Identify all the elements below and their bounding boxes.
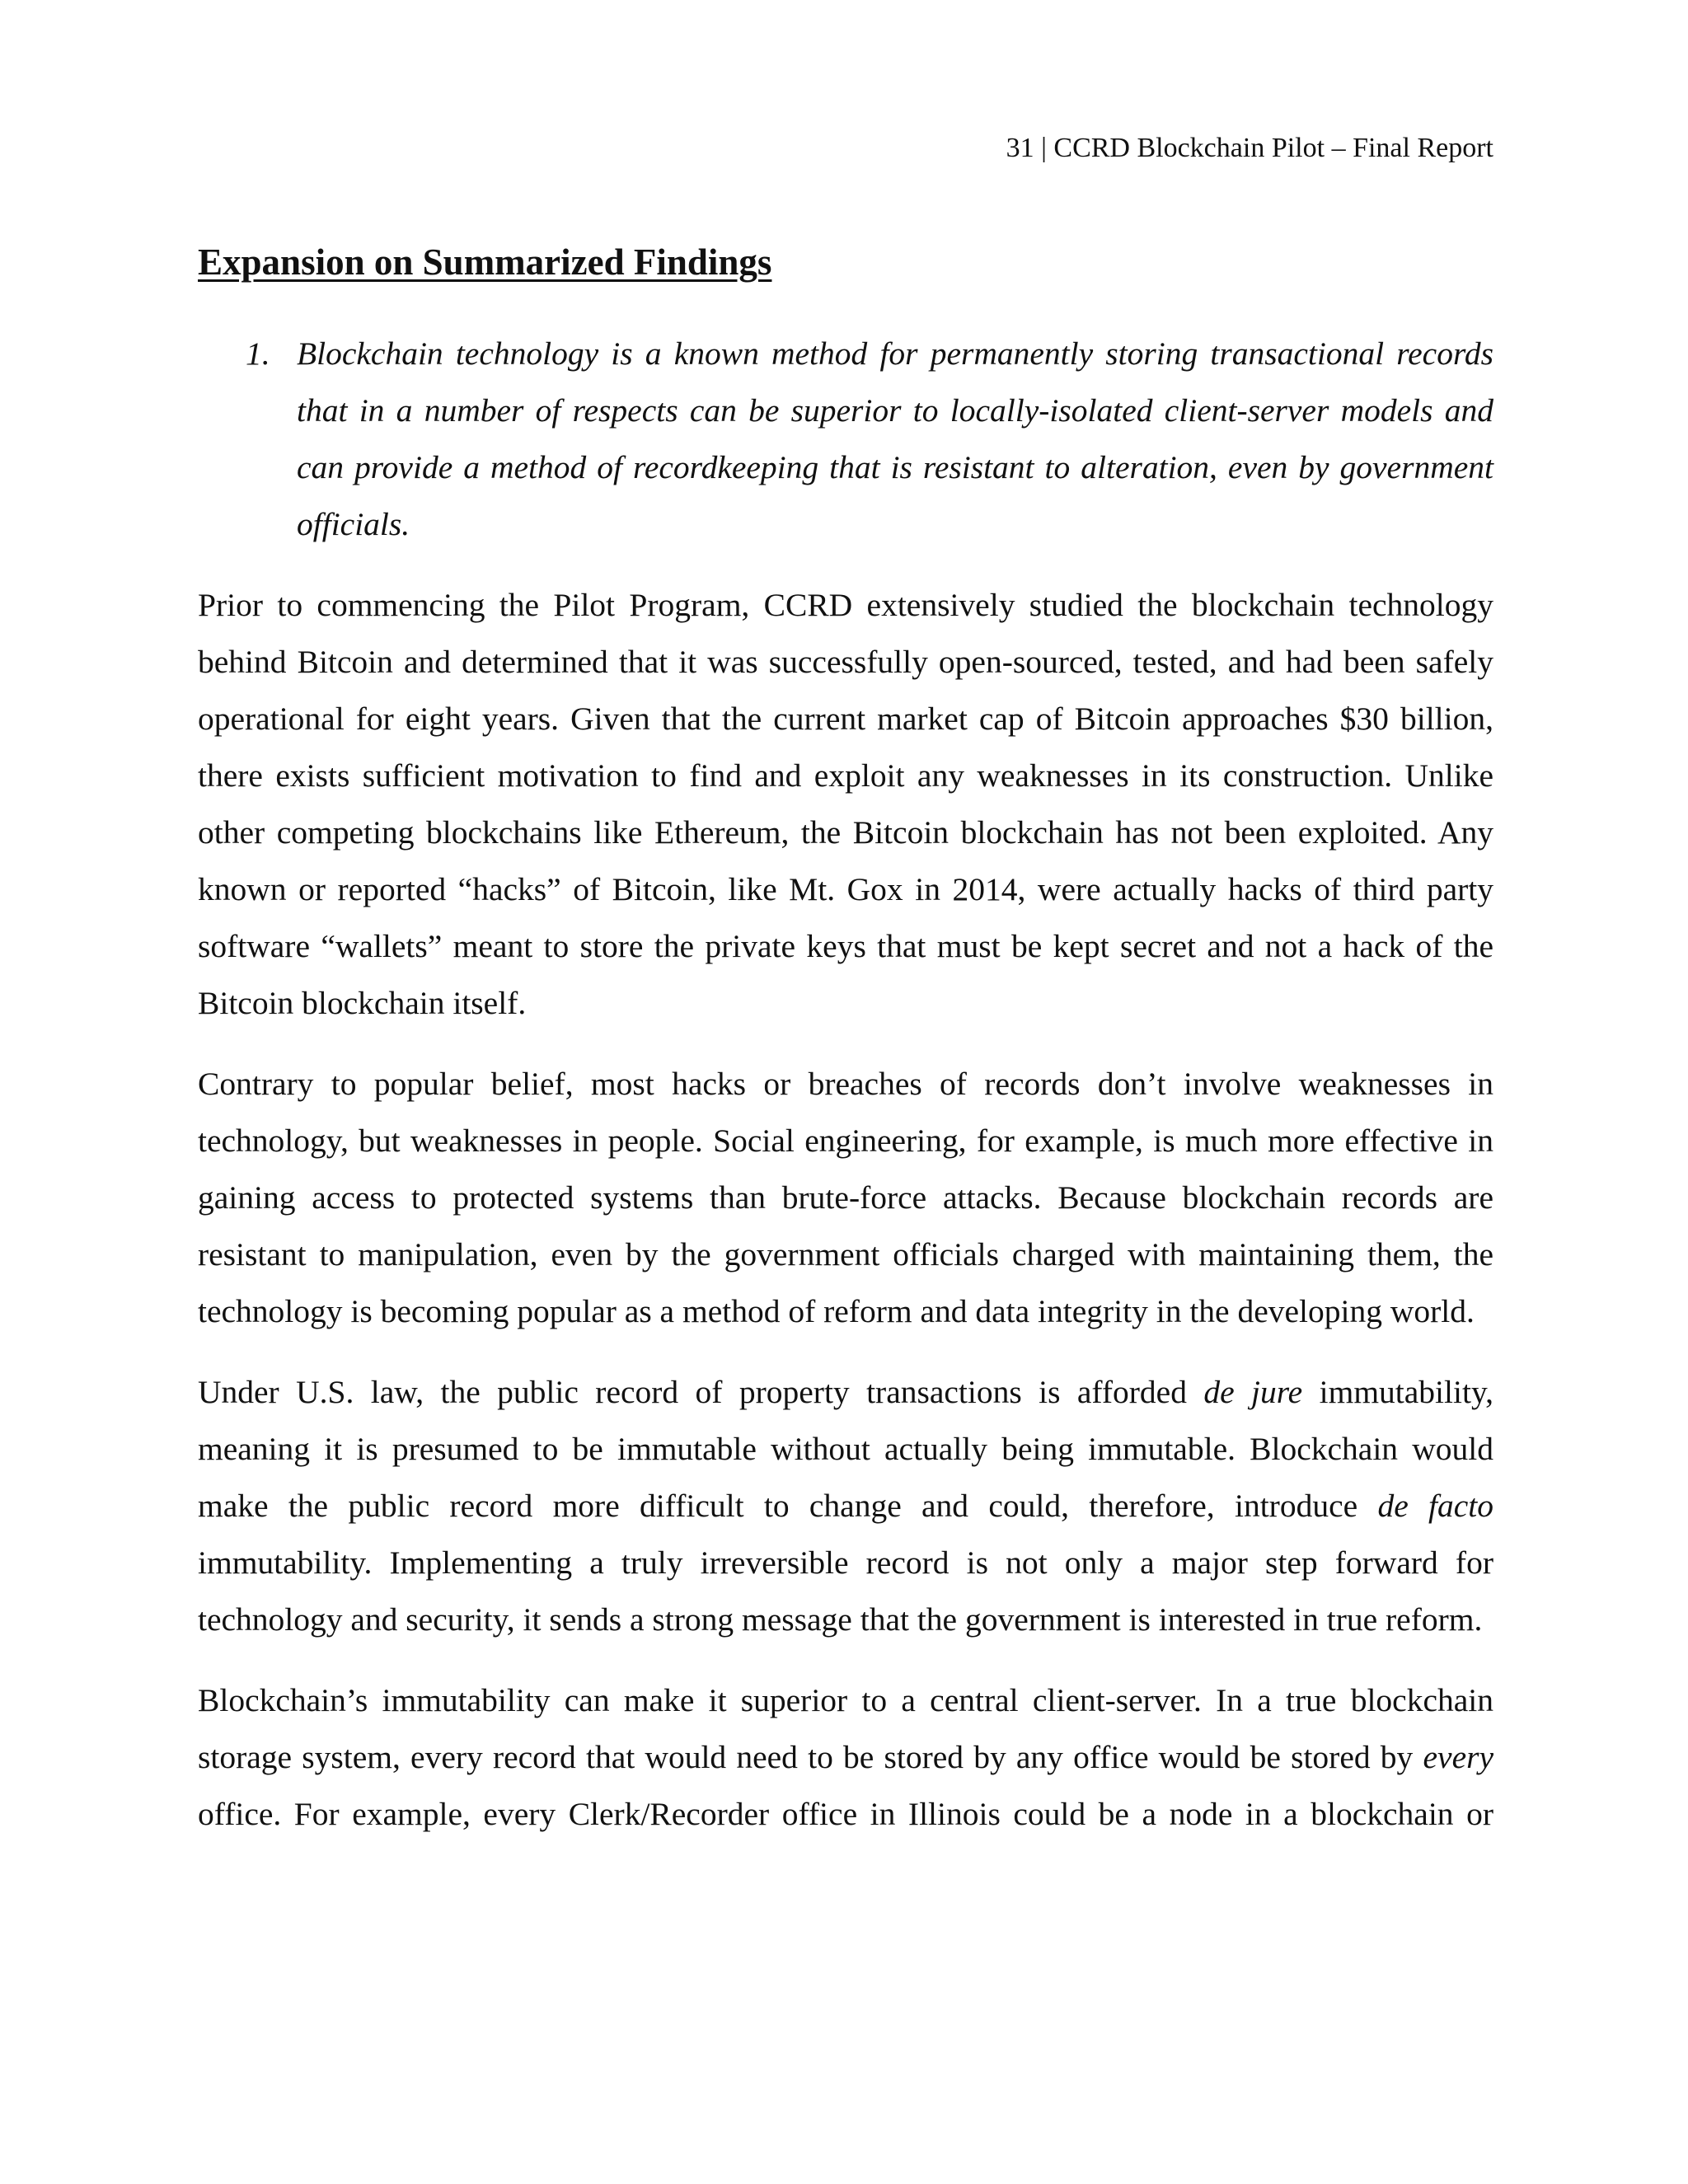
finding-number: 1. bbox=[246, 335, 270, 372]
paragraph-bitcoin-study: Prior to commencing the Pilot Program, CCRD extensively studied the blockchain technology behind Bitcoin and determined that it was successfully open-sourced, tested, and had been safely operational for eight years. Given that the current market cap of Bitcoin approaches $30 billion, there exists sufficient motivation to find and exploit any weaknesses in its construction. Unlike other competing blockchains like Ethereum, the Bitcoin blockchain has not been exploited. Any known or reported “hacks” of Bitcoin, like Mt. Gox in 2014, were actually hacks of third party software “wallets” meant to store the private keys that must be kept secret and not a hack of the Bitcoin blockchain itself. bbox=[198, 587, 1493, 1021]
text-run: Blockchain’s immutability can make it superior to a central client-server. In a true blockchain storage system, every record that would need to be stored by any office would be stored by bbox=[198, 1682, 1493, 1775]
italic-term-de-jure: de jure bbox=[1203, 1374, 1303, 1410]
text-run: immutability, meaning it is presumed to be immutable without actually being immutable. Blockchain would make the public record more difficult to change and could, therefore, introduce bbox=[198, 1374, 1494, 1524]
running-header: 31 | CCRD Blockchain Pilot – Final Report bbox=[1006, 133, 1493, 163]
text-run: immutability. Implementing a truly irreversible record is not only a major step forward for technology and security, it sends a strong message that the government is interested in true reform. bbox=[198, 1544, 1493, 1638]
text-run: office. For example, every Clerk/Recorder office in Illinois could be a node in a blockchain or bbox=[198, 1796, 1493, 1832]
paragraph-client-server bbox=[198, 1672, 1493, 1900]
section-heading: Expansion on Summarized Findings bbox=[198, 241, 772, 283]
paragraph-immutability-law bbox=[198, 1364, 1493, 1648]
finding-text: Blockchain technology is a known method for permanently storing transactional records that in a number of respects can be superior to locally-isolated client-server models and can provide a method of recordkeeping that is resistant to alteration, even by government officials. bbox=[297, 335, 1493, 542]
finding-item-1 bbox=[198, 326, 1493, 553]
text-run: Under U.S. law, the public record of property transactions is afforded bbox=[198, 1374, 1204, 1410]
paragraph-social-engineering: Contrary to popular belief, most hacks or breaches of records don’t involve weaknesses in technology, but weaknesses in people. Social engineering, for example, is much more effective in gaining access to protected systems than brute-force attacks. Because blockchain records are resistant to manipulation, even by the government officials charged with maintaining them, the technology is becoming popular as a method of reform and data integrity in the developing world. bbox=[198, 1066, 1493, 1329]
italic-term-de-facto: de facto bbox=[1377, 1488, 1493, 1524]
body-content bbox=[198, 326, 1493, 1900]
italic-term-every: every bbox=[1423, 1739, 1493, 1775]
